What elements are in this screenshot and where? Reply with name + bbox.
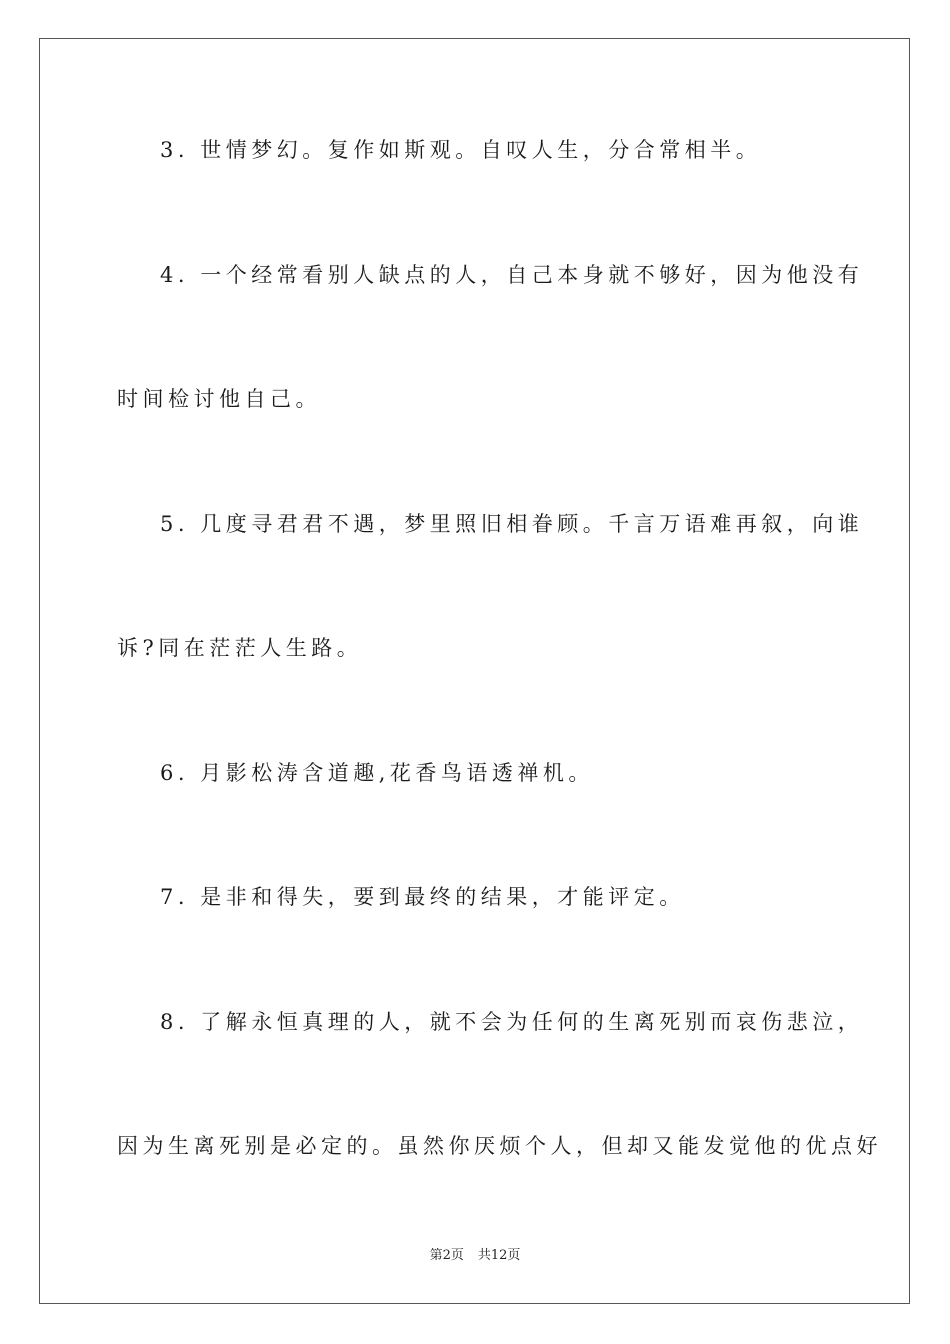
page-footer (0, 1247, 950, 1265)
paragraph-line: 4. 一个经常看别人缺点的人，自己本身就不够好，因为他没有 (160, 263, 864, 287)
paragraph-line: 因为生离死别是必定的。虽然你厌烦个人，但却又能发觉他的优点好 (117, 1134, 882, 1158)
page-number: 第2页 (429, 1248, 464, 1263)
paragraph-line: 时间检讨他自己。 (117, 387, 321, 411)
paragraph-line: 诉?同在茫茫人生路。 (117, 636, 363, 660)
paragraph-line: 7. 是非和得失，要到最终的结果，才能评定。 (160, 885, 685, 909)
paragraph-line: 3. 世情梦幻。复作如斯观。自叹人生，分合常相半。 (160, 138, 762, 162)
paragraph-line: 6. 月影松涛含道趣,花香鸟语透禅机。 (160, 761, 594, 785)
page-total: 共12页 (477, 1248, 521, 1263)
page-border (39, 38, 910, 1304)
paragraph-line: 5. 几度寻君君不遇，梦里照旧相眷顾。千言万语难再叙，向谁 (160, 512, 864, 536)
paragraph-line: 8. 了解永恒真理的人，就不会为任何的生离死别而哀伤悲泣， (160, 1010, 864, 1034)
